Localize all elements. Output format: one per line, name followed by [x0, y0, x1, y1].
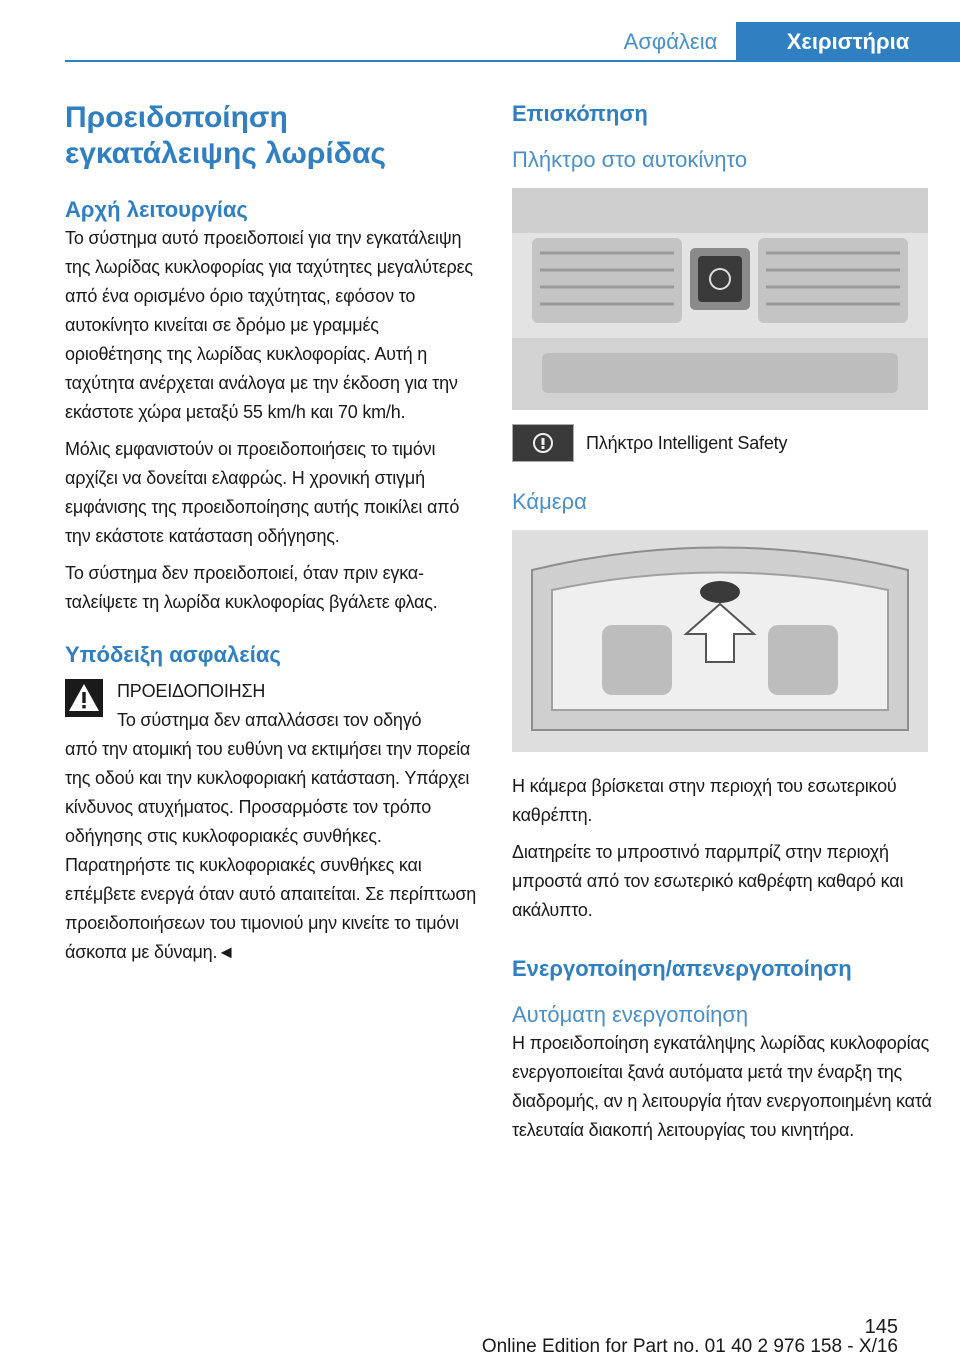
principle-paragraph-1: Το σύστημα αυτό προειδοποιεί για την εγκατάλειψη της λωρίδας κυκλοφορίας για ταχύτητες μεγαλύτερες από ένα ορισμένο όριο ταχύτητας, εφόσον το αυτοκίνητο κινείται σε δρόμο με γραμμές οριοθέτησης της λωρίδας κυκλοφορίας. Αυτή η ταχύτητα ανέρχεται ανάλογα με την έκδοση για την εκάστοτε χώρα μεταξύ 55 km/h και 70 km/h. — [65, 228, 473, 422]
overview-heading: Επισκόπηση — [512, 101, 648, 126]
camera-heading: Κάμερα — [512, 489, 587, 514]
page-number: 145 — [864, 1316, 898, 1338]
principle-heading: Αρχή λειτουργίας — [65, 197, 248, 222]
windshield-camera-photo — [512, 530, 928, 752]
intelligent-safety-button-icon — [512, 424, 574, 462]
left-column — [65, 100, 479, 967]
warning-block — [65, 677, 479, 967]
page-title: Προειδοποίηση εγκατάλειψης λωρίδας — [65, 101, 387, 170]
auto-activation-paragraph: Η προειδοποίηση εγκατάληψης λωρίδας κυκλοφορίας ενεργοποιείται ξανά αυτόματα μετά την έναρξη της διαδρομής, αν η λειτουργία ήταν ενεργοποιημένη κατά τελευταία διακοπή λειτουργίας του κινητήρα. — [512, 1033, 932, 1140]
warning-label: ΠΡΟΕΙΔΟΠΟΙΗΣΗ — [117, 681, 266, 701]
button-caption: Πλήκτρο Intelligent Safety — [586, 432, 788, 453]
activation-heading: Ενεργοποίηση/απενεργοποίηση — [512, 956, 852, 981]
right-column — [512, 100, 932, 1145]
button-heading: Πλήκτρο στο αυτοκίνητο — [512, 147, 748, 172]
warning-text-first: Το σύστημα δεν απαλλάσσει τον οδηγό — [117, 710, 422, 730]
camera-paragraph-1: Η κάμερα βρίσκεται στην περιοχή του εσωτερικού καθρέπτη. — [512, 776, 897, 825]
warning-triangle-icon — [65, 679, 103, 717]
auto-activation-heading: Αυτόματη ενεργοποίηση — [512, 1002, 749, 1027]
dashboard-button-photo — [512, 188, 928, 410]
windshield-illustration — [512, 530, 928, 752]
tab-safety[interactable]: Ασφάλεια — [623, 29, 718, 54]
principle-paragraph-2: Μόλις εμφανιστούν οι προειδοποιήσεις το τιμόνι αρχίζει να δονείται ελαφρώς. Η χρονική στιγμή εμφάνισης της προειδοποίησης αυτής ποικίλει από την εκάστοτε κατάσταση οδήγησης. — [65, 439, 460, 546]
camera-paragraph-2: Διατηρείτε το μπροστινό παρμπρίζ στην περιοχή μπροστά από τον εσωτερικό καθρέφτη καθαρό και ακάλυπτο. — [512, 842, 904, 920]
tab-controls[interactable]: Χειριστήρια — [736, 22, 960, 62]
dashboard-vents-illustration — [512, 188, 928, 410]
warning-text: από την ατομική του ευθύνη να εκτιμήσει την πορεία της οδού και την κυκλοφοριακή κατάσταση. Υπάρχει κίνδυνος ατυχήματος. Προσαρμόστε τον τρόπο οδήγησης στις κυκλοφοριακές συνθήκες. Παρατηρήστε τις κυκλοφοριακές συνθήκες και επέμβετε ενεργά όταν αυτό απαιτείται. Σε περίπτωση προειδοποιήσεων του τιμονιού μην κινείτε το τιμόνι άσκοπα με δύναμη.◄ — [65, 739, 477, 962]
principle-paragraph-3: Το σύστημα δεν προειδοποιεί, όταν πριν εγκαταλείψετε τη λωρίδα κυκλοφορίας βγάλετε φλας. — [65, 563, 438, 612]
edition-footer: Online Edition for Part no. 01 40 2 976 158 - X/16 — [481, 1336, 898, 1357]
safety-heading: Υπόδειξη ασφαλείας — [65, 642, 281, 667]
